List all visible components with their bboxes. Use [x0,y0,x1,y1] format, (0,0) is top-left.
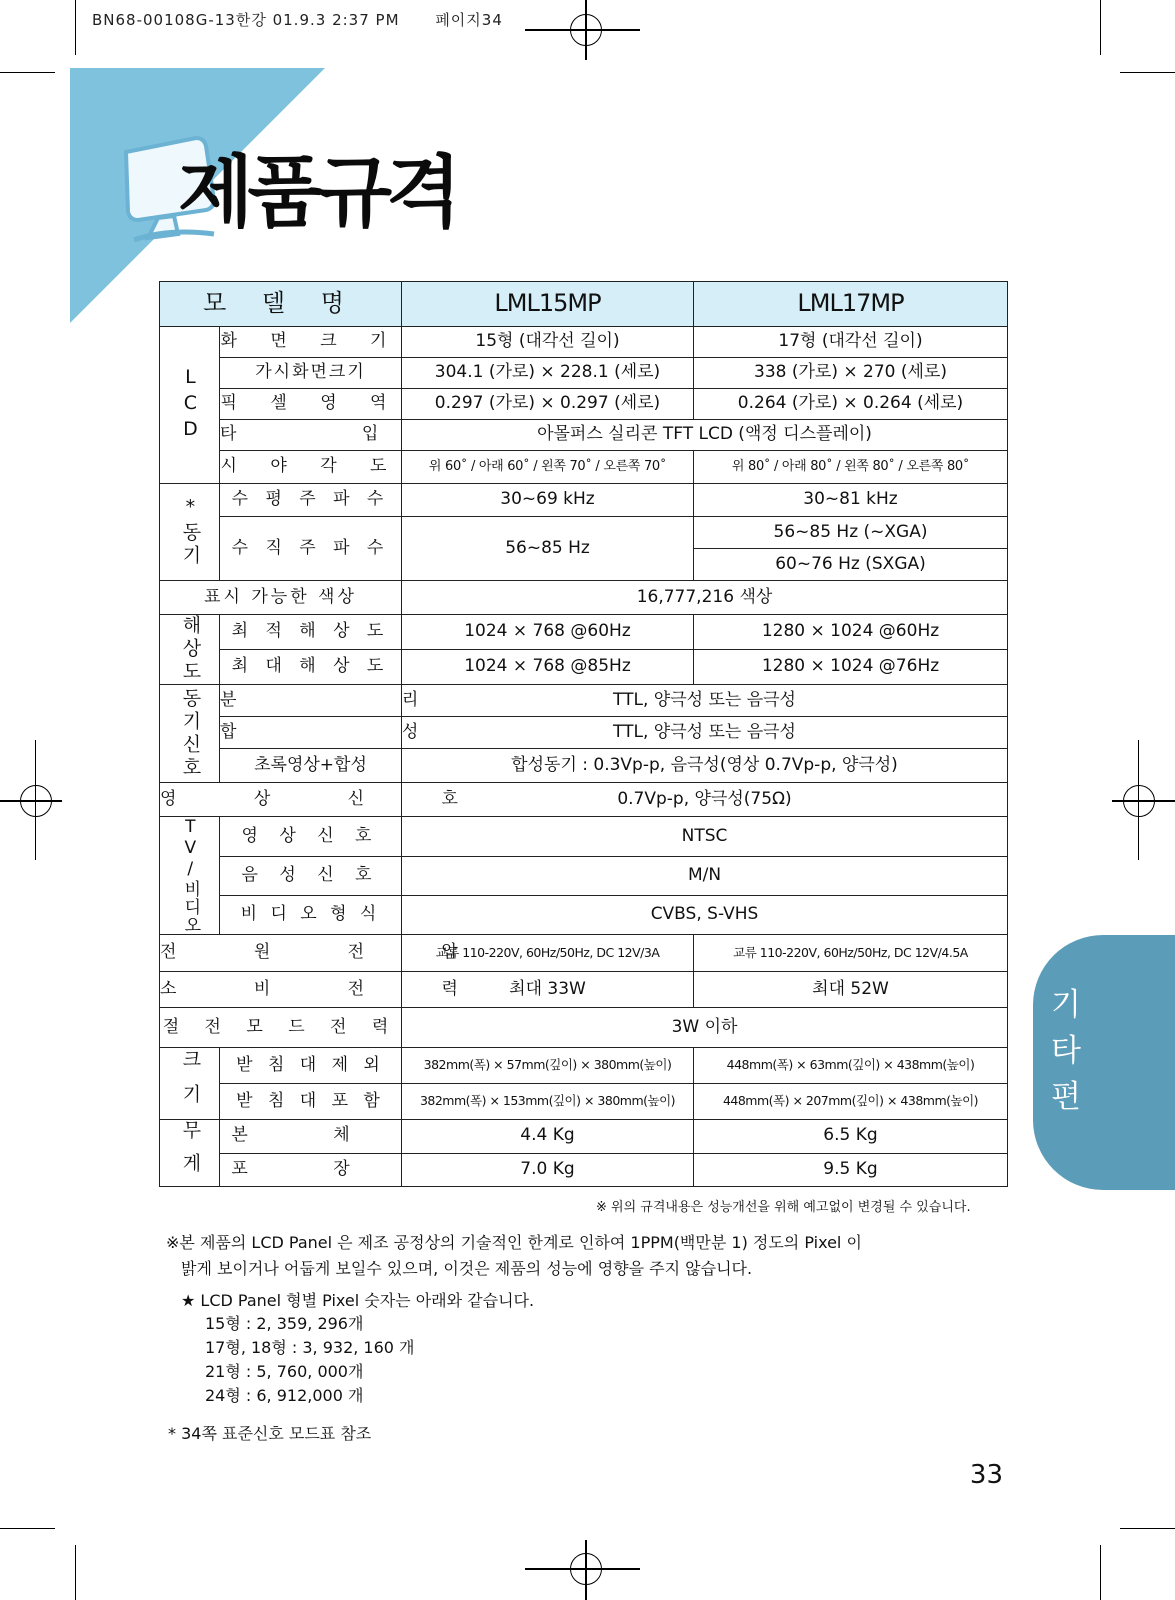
cell: 448mm(폭) × 63mm(깊이) × 438mm(높이) [694,1048,1008,1084]
row-label: 영 상 신 호 [160,783,402,817]
cell: 382mm(폭) × 153mm(깊이) × 380mm(높이) [402,1084,694,1120]
group-sync: *동기 [160,484,220,581]
group-sync-signal: 동기신호 [160,685,220,783]
row-label: 수 직 주 파 수 [220,517,402,581]
section-side-tab-label: 기 타 편 [1051,987,1081,1115]
group-resolution: 해상도 [160,615,220,685]
cell: 15형 (대각선 길이) [402,327,694,358]
pixel-count-item: 24형 : 6, 912,000 개 [205,1386,364,1405]
table-row [160,972,1008,1008]
crop-mark [75,0,76,55]
table-row [160,717,1008,749]
cell: 1024 × 768 @85Hz [402,650,694,685]
row-label: 비 디 오 형 식 [220,896,402,935]
row-label: 표시 가능한 색상 [160,581,402,615]
cell: 56~85 Hz (~XGA) [694,517,1008,549]
lcd-note-line-2: 밝게 보이거나 어둡게 보일수 있으며, 이것은 제품의 성능에 영향을 주지 않습니다. [181,1259,753,1278]
group-weight: 무게 [160,1120,220,1187]
row-label: 합 성 [220,717,402,749]
print-info: BN68-00108G-13한강 01.9.3 2:37 PM 페이지34 [92,11,503,29]
spec-table [159,281,1008,1187]
cell: 위 60˚ / 아래 60˚ / 왼쪽 70˚ / 오른쪽 70˚ [402,451,694,484]
table-row [160,857,1008,896]
table-row [160,1048,1008,1084]
row-label: 받 침 대 포 함 [220,1084,402,1120]
row-label: 포 장 [220,1153,402,1187]
table-row [160,484,1008,517]
row-label: 픽 셀 영 역 [220,389,402,420]
cell: 최대 52W [694,972,1008,1008]
row-label: 최 적 해 상 도 [220,615,402,650]
crop-mark [0,1528,55,1529]
registration-line [525,1568,640,1570]
model-column-2: LML17MP [694,282,1008,327]
table-row [160,1084,1008,1120]
cell: 아몰퍼스 실리콘 TFT LCD (액정 디스플레이) [402,420,1008,451]
table-row [160,517,1008,549]
cell: 교류 110-220V, 60Hz/50Hz, DC 12V/4.5A [694,935,1008,972]
row-label: 본 체 [220,1120,402,1154]
cell: CVBS, S-VHS [402,896,1008,935]
table-header-row [160,282,1008,327]
table-row [160,451,1008,484]
cell: 4.4 Kg [402,1120,694,1154]
page-title: 제품규격 [178,148,456,238]
table-row [160,650,1008,685]
table-row [160,1120,1008,1154]
row-label: 전 원 전 압 [160,935,402,972]
crop-mark [1120,72,1175,73]
pixel-count-title: ★ LCD Panel 형별 Pixel 숫자는 아래와 같습니다. [181,1291,535,1310]
cell: 최대 33W [402,972,694,1008]
table-row [160,817,1008,857]
registration-line [585,1540,587,1600]
cell: 1024 × 768 @60Hz [402,615,694,650]
cell: 6.5 Kg [694,1120,1008,1154]
pixel-count-item: 15형 : 2, 359, 296개 [205,1314,364,1333]
registration-line [525,29,640,31]
table-row [160,358,1008,389]
group-size: 크기 [160,1048,220,1120]
cell: 교류 110-220V, 60Hz/50Hz, DC 12V/3A [402,935,694,972]
cell: M/N [402,857,1008,896]
table-row [160,389,1008,420]
cell: 7.0 Kg [402,1153,694,1187]
pixel-count-item: 17형, 18형 : 3, 932, 160 개 [205,1338,415,1357]
cell: 382mm(폭) × 57mm(깊이) × 380mm(높이) [402,1048,694,1084]
cell: 56~85 Hz [402,517,694,581]
cell: NTSC [402,817,1008,857]
row-label: 최 대 해 상 도 [220,650,402,685]
table-row [160,1153,1008,1187]
crop-mark [75,1545,76,1600]
cell: 9.5 Kg [694,1153,1008,1187]
registration-line [0,800,62,802]
model-column-1: LML15MP [402,282,694,327]
cell: TTL, 양극성 또는 음극성 [402,685,1008,717]
crop-mark [1100,1545,1101,1600]
crop-mark [0,72,55,73]
row-label: 영 상 신 호 [220,817,402,857]
row-label: 절 전 모 드 전 력 [160,1008,402,1048]
pixel-count-item: 21형 : 5, 760, 000개 [205,1362,364,1381]
cell: 60~76 Hz (SXGA) [694,549,1008,581]
table-row [160,783,1008,817]
row-label: 받 침 대 제 외 [220,1048,402,1084]
row-label: 음 성 신 호 [220,857,402,896]
row-label: 가시화면크기 [220,358,402,389]
cell: 0.297 (가로) × 0.297 (세로) [402,389,694,420]
row-label: 시 야 각 도 [220,451,402,484]
cell: 30~69 kHz [402,484,694,517]
page-number: 33 [969,1460,1003,1490]
cell: 338 (가로) × 270 (세로) [694,358,1008,389]
lcd-note-line-1: ※본 제품의 LCD Panel 은 제조 공정상의 기술적인 한계로 인하여 1PPM(백만분 1) 정도의 Pixel 이 [166,1233,862,1252]
row-label: 분 리 [220,685,402,717]
row-label: 수 평 주 파 수 [220,484,402,517]
cell: 448mm(폭) × 207mm(깊이) × 438mm(높이) [694,1084,1008,1120]
registration-line [585,0,587,60]
cell: 17형 (대각선 길이) [694,327,1008,358]
cell: TTL, 양극성 또는 음극성 [402,717,1008,749]
table-row [160,685,1008,717]
row-label: 화 면 크 기 [220,327,402,358]
cell: 304.1 (가로) × 228.1 (세로) [402,358,694,389]
cell: 30~81 kHz [694,484,1008,517]
table-row [160,420,1008,451]
table-row [160,749,1008,783]
model-name-header: 모 델 명 [160,282,402,327]
reference-note: * 34쪽 표준신호 모드표 참조 [168,1424,372,1443]
registration-line [1112,800,1175,802]
table-row [160,1008,1008,1048]
cell: 3W 이하 [402,1008,1008,1048]
row-label: 초록영상+합성 [220,749,402,783]
group-tv-video: TV/비디오 [160,817,220,935]
cell: 1280 × 1024 @60Hz [694,615,1008,650]
crop-mark [1100,0,1101,55]
table-row [160,615,1008,650]
cell: 1280 × 1024 @76Hz [694,650,1008,685]
table-row [160,327,1008,358]
table-row [160,581,1008,615]
spec-change-note: ※ 위의 규격내용은 성능개선을 위해 예고없이 변경될 수 있습니다. [596,1200,971,1215]
cell: 0.264 (가로) × 0.264 (세로) [694,389,1008,420]
cell: 합성동기 : 0.3Vp-p, 음극성(영상 0.7Vp-p, 양극성) [402,749,1008,783]
crop-mark [1120,1528,1175,1529]
row-label: 소 비 전 력 [160,972,402,1008]
table-row [160,896,1008,935]
group-lcd: LCD [160,327,220,484]
row-label: 타 입 [220,420,402,451]
cell: 0.7Vp-p, 양극성(75Ω) [402,783,1008,817]
table-row [160,935,1008,972]
cell: 16,777,216 색상 [402,581,1008,615]
cell: 위 80˚ / 아래 80˚ / 왼쪽 80˚ / 오른쪽 80˚ [694,451,1008,484]
